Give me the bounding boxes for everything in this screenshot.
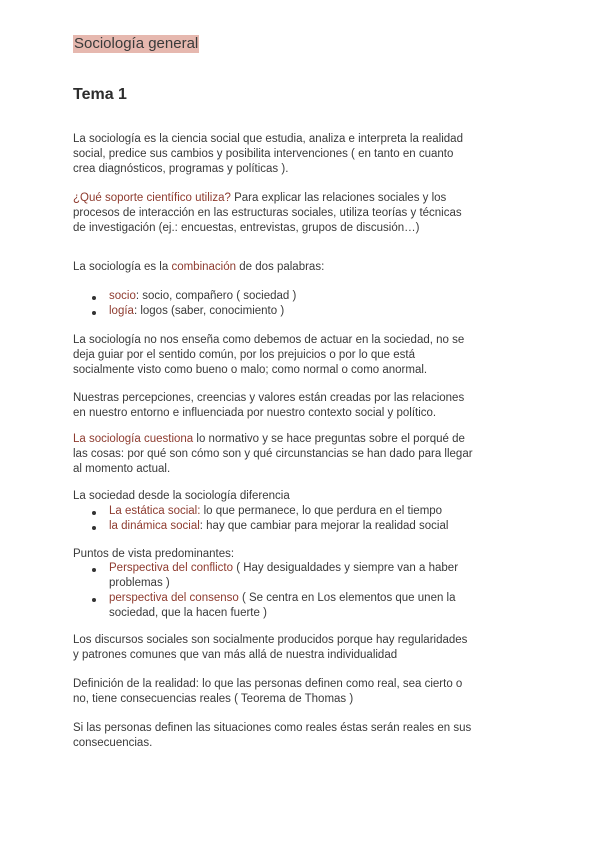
list-item [109,561,458,576]
list-item-continuation: problemas ) [109,577,170,589]
bullet-icon [92,311,96,315]
paragraph-line: Nuestras percepciones, creencias y valores están creadas por las relaciones [73,392,465,404]
paragraph-line: Puntos de vista predominantes: [73,548,235,560]
text: : logos (saber, conocimiento ) [133,305,285,317]
text: La sociología es la [73,261,172,273]
highlighted-term: logía [109,305,134,317]
paragraph-line [73,432,465,447]
bullet-icon [92,526,96,530]
highlighted-term: ¿Qué soporte científico utiliza? [73,192,231,204]
highlighted-term: perspectiva del consenso [109,592,239,604]
text: : hay que cambiar para mejorar la realidad social [199,520,449,532]
highlighted-term: socio [109,290,136,302]
paragraph-line: La sociología no nos enseña como debemos de actuar en la sociedad, no se [73,334,465,346]
text: lo que permanece, lo que perdura en el tiempo [200,505,443,517]
text: Para explicar las relaciones sociales y los [230,192,447,204]
highlighted-term: La sociología cuestiona [73,433,194,445]
paragraph-line: en nuestro entorno e influenciada por nuestro contexto social y político. [73,407,437,419]
list-item [109,289,296,304]
paragraph-line [73,260,324,275]
highlighted-term: la dinámica social [109,520,200,532]
text: : socio, compañero ( sociedad ) [135,290,297,302]
highlighted-term: Perspectiva del conflicto [109,562,234,574]
list-item [109,591,456,606]
bullet-icon [92,598,96,602]
paragraph-line: procesos de interacción en las estructuras sociales, utiliza teorías y técnicas [73,207,462,219]
list-item [109,304,284,319]
paragraph-line: deja guiar por el sentido común, por los prejuicios o por lo que está [73,349,416,361]
bullet-icon [92,568,96,572]
bullet-icon [92,296,96,300]
paragraph-line: Si las personas definen las situaciones como reales éstas serán reales en sus [73,722,472,734]
list-item-continuation: sociedad, que la hacen fuerte ) [109,607,267,619]
paragraph-line: al momento actual. [73,463,171,475]
paragraph-line: y patrones comunes que van más allá de nuestra individualidad [73,649,398,661]
list-item [109,504,442,519]
list-item [109,519,448,534]
paragraph-line: no, tiene consecuencias reales ( Teorema de Thomas ) [73,693,354,705]
paragraph-line: social, predice sus cambios y posibilita intervenciones ( en tanto en cuanto [73,148,454,160]
paragraph-line: Los discursos sociales son socialmente producidos porque hay regularidades [73,634,468,646]
paragraph-line: La sociología es la ciencia social que estudia, analiza e interpreta la realidad [73,133,463,145]
section-heading: Tema 1 [73,86,127,103]
bullet-icon [92,511,96,515]
paragraph-line: las cosas: por qué son cómo son y qué circunstancias se han dado para llegar [73,448,473,460]
document-title: Sociología general [74,35,199,52]
text: ( Hay desigualdades y siempre van a haber [233,562,459,574]
highlighted-term: La estática social: [109,505,201,517]
paragraph-line: Definición de la realidad: lo que las personas definen como real, sea cierto o [73,678,463,690]
highlighted-term: combinación [171,261,237,273]
paragraph-line: La sociedad desde la sociología diferencia [73,490,290,502]
text: ( Se centra en Los elementos que unen la [238,592,456,604]
text: lo normativo y se hace preguntas sobre el porqué de [193,433,465,445]
paragraph-line: consecuencias. [73,737,153,749]
paragraph-line [73,191,446,206]
paragraph-line: crea diagnósticos, programas y políticas ). [73,163,289,175]
paragraph-line: de investigación (ej.: encuestas, entrevistas, grupos de discusión…) [73,222,420,234]
text: de dos palabras: [236,261,325,273]
paragraph-line: socialmente visto como bueno o malo; como normal o como anormal. [73,364,428,376]
